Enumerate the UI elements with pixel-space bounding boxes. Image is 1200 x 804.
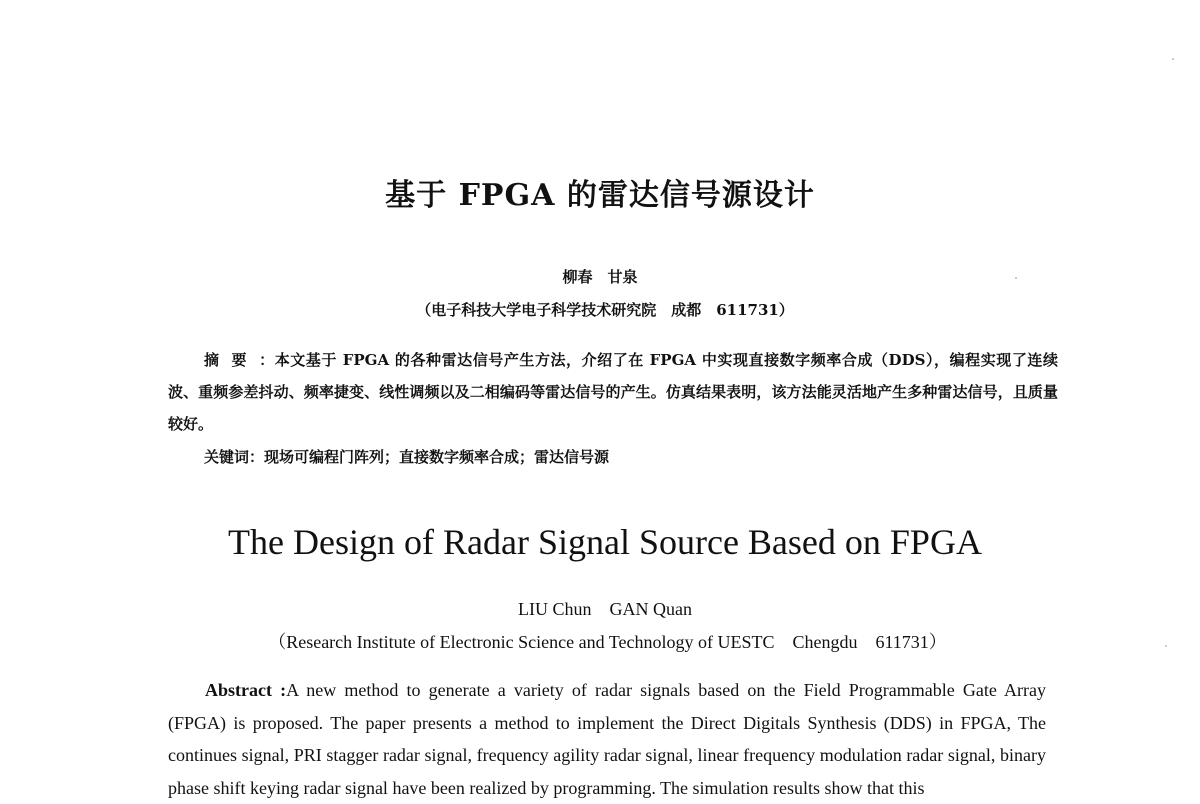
chinese-affiliation: （电子科技大学电子科学技术研究院 成都 611731） [416,301,794,319]
english-authors: LIU Chun GAN Quan [518,599,692,619]
chinese-title: 基于 FPGA 的雷达信号源设计 [385,178,815,213]
english-abstract [168,674,1046,804]
english-affiliation: （Research Institute of Electronic Science and Technology of UESTC Chengdu 611731） [268,632,947,652]
chinese-abstract-label: 摘要 [204,351,260,369]
chinese-abstract-colon: ： [259,351,275,369]
chinese-keywords-text: 现场可编程门阵列；直接数字频率合成；雷达信号源 [264,448,610,466]
chinese-abstract-text: 本文基于 FPGA 的各种雷达信号产生方法，介绍了在 FPGA 中实现直接数字频率合成（DDS），编程实现了连续波、重频参差抖动、频率捷变、线性调频以及二相编码等雷达信号的产生。仿真结果表明，该方法能灵活地产生多种雷达信号，且质量较好。 [168,351,1058,433]
english-title: The Design of Radar Signal Source Based on FPGA [228,522,982,562]
chinese-authors: 柳春 甘泉 [562,268,638,286]
chinese-keywords [204,446,1054,467]
chinese-abstract [168,344,1058,440]
english-abstract-label: Abstract : [205,680,287,700]
english-abstract-text: A new method to generate a variety of radar signals based on the Field Programmable Gate Array (FPGA) is proposed. The paper presents a method to implement the Direct Digitals Synthesis (DDS) in FPGA, The continues signal, PRI stagger radar signal, frequency agility radar signal, linear frequency modulation radar signal, binary phase shift keying radar signal have been realized by programming. The simulation results show that this [168,680,1046,798]
chinese-keywords-label: 关键词： [204,448,265,466]
scan-speck [1172,58,1174,60]
